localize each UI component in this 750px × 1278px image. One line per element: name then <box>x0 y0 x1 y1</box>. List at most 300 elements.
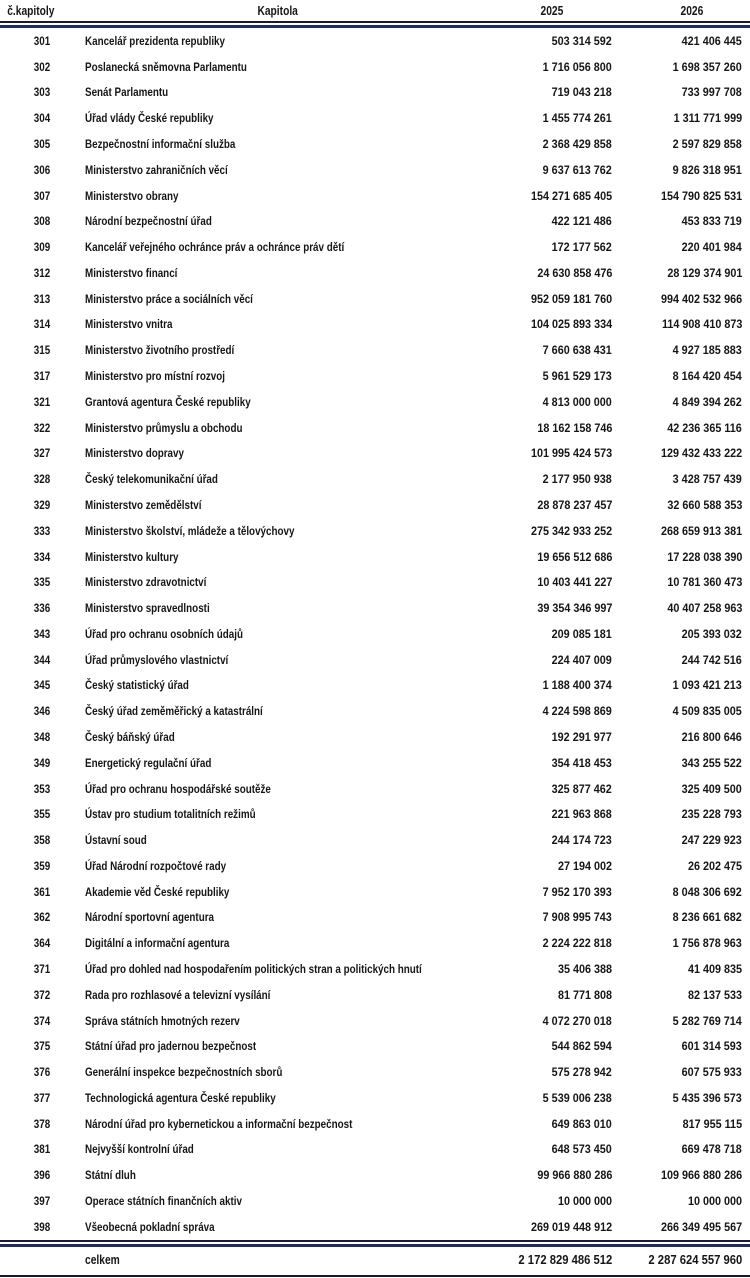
table-row <box>0 1111 750 1137</box>
amount-2026: 129 432 433 222 <box>660 446 742 461</box>
table-row <box>0 157 750 183</box>
chapter-number-cell <box>0 647 85 673</box>
chapter-name: Ústav pro studium totalitních režimů <box>85 807 256 822</box>
amount-2025-cell <box>470 1214 612 1240</box>
amount-2025-cell <box>470 441 612 467</box>
amount-2025: 221 963 868 <box>551 807 612 822</box>
chapter-number: 362 <box>34 910 51 925</box>
chapter-name: Ministerstvo dopravy <box>85 446 184 461</box>
amount-2026-cell <box>612 1137 750 1163</box>
amount-2025: 648 573 450 <box>551 1142 612 1157</box>
chapter-name-cell <box>85 183 470 209</box>
amount-2025-cell <box>470 776 612 802</box>
amount-2025: 4 224 598 869 <box>542 704 612 719</box>
amount-2026-cell <box>612 1008 750 1034</box>
amount-2025: 4 813 000 000 <box>542 394 612 409</box>
table-row <box>0 518 750 544</box>
chapter-number: 313 <box>34 291 51 306</box>
table-row <box>0 1008 750 1034</box>
amount-2025: 7 660 638 431 <box>542 343 612 358</box>
amount-2026-cell <box>612 1033 750 1059</box>
chapter-number-cell <box>0 28 85 54</box>
amount-2025-cell <box>470 363 612 389</box>
chapter-number: 314 <box>34 317 51 332</box>
chapter-name: Úřad pro dohled nad hospodařením politických stran a politických hnutí <box>85 962 422 977</box>
amount-2026: 994 402 532 966 <box>660 291 742 306</box>
amount-2025: 9 637 613 762 <box>542 162 612 177</box>
chapter-number: 349 <box>34 755 51 770</box>
chapter-number-cell <box>0 1188 85 1214</box>
chapter-name: Ministerstvo spravedlnosti <box>85 601 210 616</box>
chapter-name: Ministerstvo obrany <box>85 188 179 203</box>
header-year-2026: 2026 <box>680 3 704 18</box>
chapter-number-cell <box>0 982 85 1008</box>
chapter-name: Digitální a informační agentura <box>85 936 230 951</box>
chapter-name-cell <box>85 673 470 699</box>
chapter-number-cell <box>0 441 85 467</box>
chapter-name: Nejvyšší kontrolní úřad <box>85 1142 194 1157</box>
amount-2026: 244 742 516 <box>681 652 742 667</box>
amount-2026: 266 349 495 567 <box>660 1219 742 1234</box>
table-row <box>0 389 750 415</box>
amount-2025-cell <box>470 286 612 312</box>
chapter-number: 336 <box>34 601 51 616</box>
amount-2026-cell <box>612 621 750 647</box>
table-row <box>0 363 750 389</box>
total-2026: 2 287 624 557 960 <box>648 1253 742 1268</box>
amount-2025-cell <box>470 389 612 415</box>
chapter-number: 348 <box>34 729 51 744</box>
table-row <box>0 724 750 750</box>
chapter-name-cell <box>85 647 470 673</box>
chapter-name-cell <box>85 441 470 467</box>
chapter-number: 374 <box>34 1013 51 1028</box>
amount-2025: 1 455 774 261 <box>542 111 612 126</box>
amount-2025-cell <box>470 28 612 54</box>
chapter-name-cell <box>85 982 470 1008</box>
amount-2026-cell <box>612 982 750 1008</box>
table-row <box>0 750 750 776</box>
amount-2025: 28 878 237 457 <box>536 497 612 512</box>
table-row <box>0 234 750 260</box>
chapter-name-cell <box>85 698 470 724</box>
chapter-name: Kancelář prezidenta republiky <box>85 33 226 48</box>
chapter-name-cell <box>85 337 470 363</box>
amount-2026: 220 401 984 <box>681 240 742 255</box>
chapter-number-cell <box>0 621 85 647</box>
chapter-name: Operace státních finančních aktiv <box>85 1194 242 1209</box>
chapter-name: Národní úřad pro kybernetickou a informační bezpečnost <box>85 1116 353 1131</box>
amount-2025-cell <box>470 905 612 931</box>
table-row <box>0 131 750 157</box>
amount-2025-cell <box>470 1188 612 1214</box>
chapter-name-cell <box>85 312 470 338</box>
chapter-number-cell <box>0 1162 85 1188</box>
amount-2025: 39 354 346 997 <box>536 601 612 616</box>
chapter-name: Ministerstvo zahraničních věcí <box>85 162 228 177</box>
header-separator <box>0 21 750 28</box>
table-row <box>0 776 750 802</box>
amount-2025: 5 961 529 173 <box>542 369 612 384</box>
amount-2026-cell <box>612 105 750 131</box>
chapter-name-cell <box>85 1214 470 1240</box>
chapter-number-cell <box>0 131 85 157</box>
chapter-number: 302 <box>34 59 51 74</box>
amount-2025: 7 952 170 393 <box>542 884 612 899</box>
chapter-number: 398 <box>34 1219 51 1234</box>
chapter-number: 376 <box>34 1065 51 1080</box>
amount-2025: 18 162 158 746 <box>536 420 612 435</box>
amount-2026: 4 927 185 883 <box>672 343 742 358</box>
amount-2026-cell <box>612 595 750 621</box>
chapter-name: Úřad průmyslového vlastnictví <box>85 652 229 667</box>
chapter-number: 343 <box>34 626 51 641</box>
chapter-name-cell <box>85 879 470 905</box>
amount-2025-cell <box>470 337 612 363</box>
table-row <box>0 466 750 492</box>
chapter-name-cell <box>85 1008 470 1034</box>
total-separator-rule <box>0 1240 750 1247</box>
header-chapter-name: Kapitola <box>257 3 298 18</box>
chapter-number-cell <box>0 337 85 363</box>
chapter-name-cell <box>85 1059 470 1085</box>
amount-2025-cell <box>470 1059 612 1085</box>
chapter-number-cell <box>0 956 85 982</box>
amount-2026: 8 164 420 454 <box>672 369 742 384</box>
chapter-name-cell <box>85 544 470 570</box>
amount-2025: 244 174 723 <box>551 833 612 848</box>
amount-2025: 99 966 880 286 <box>536 1168 612 1183</box>
amount-2025: 1 716 056 800 <box>542 59 612 74</box>
amount-2025-cell <box>470 1111 612 1137</box>
amount-2026-cell <box>612 208 750 234</box>
amount-2026-cell <box>612 363 750 389</box>
chapter-number: 321 <box>34 394 51 409</box>
chapter-name: Grantová agentura České republiky <box>85 394 251 409</box>
table-row <box>0 105 750 131</box>
chapter-number-cell <box>0 415 85 441</box>
amount-2026-cell <box>612 466 750 492</box>
chapter-number-cell <box>0 698 85 724</box>
table-row <box>0 260 750 286</box>
chapter-number: 396 <box>34 1168 51 1183</box>
chapter-name-cell <box>85 595 470 621</box>
chapter-name-cell <box>85 234 470 260</box>
amount-2026: 453 833 719 <box>681 214 742 229</box>
chapter-number-cell <box>0 1214 85 1240</box>
chapter-name-cell <box>85 905 470 931</box>
chapter-name: Český úřad zeměměřický a katastrální <box>85 704 263 719</box>
amount-2026-cell <box>612 905 750 931</box>
chapter-name-cell <box>85 415 470 441</box>
chapter-number-cell <box>0 673 85 699</box>
table-header-row <box>0 0 750 21</box>
table-row <box>0 1162 750 1188</box>
amount-2026: 325 409 500 <box>681 781 742 796</box>
amount-2025-cell <box>470 930 612 956</box>
chapter-name-cell <box>85 28 470 54</box>
amount-2025: 325 877 462 <box>551 781 612 796</box>
chapter-number: 371 <box>34 962 51 977</box>
chapter-name: Ministerstvo financí <box>85 265 178 280</box>
chapter-name-cell <box>85 286 470 312</box>
chapter-name-cell <box>85 569 470 595</box>
chapter-name: Ministerstvo kultury <box>85 549 179 564</box>
chapter-number: 322 <box>34 420 51 435</box>
chapter-number-cell <box>0 312 85 338</box>
chapter-name-cell <box>85 518 470 544</box>
amount-2025-cell <box>470 1162 612 1188</box>
table-row <box>0 673 750 699</box>
chapter-name-cell <box>85 208 470 234</box>
amount-2025: 354 418 453 <box>551 755 612 770</box>
amount-2025-cell <box>470 312 612 338</box>
amount-2026: 28 129 374 901 <box>666 265 742 280</box>
amount-2026: 154 790 825 531 <box>660 188 742 203</box>
amount-2025-cell <box>470 621 612 647</box>
amount-2026-cell <box>612 724 750 750</box>
chapter-name-cell <box>85 853 470 879</box>
amount-2025-cell <box>470 492 612 518</box>
amount-2026: 2 597 829 858 <box>672 137 742 152</box>
table-row <box>0 208 750 234</box>
chapter-number: 309 <box>34 240 51 255</box>
total-label: celkem <box>85 1253 120 1268</box>
chapter-number: 364 <box>34 936 51 951</box>
amount-2025-cell <box>470 750 612 776</box>
chapter-name: Český báňský úřad <box>85 729 175 744</box>
chapter-name: Ministerstvo průmyslu a obchodu <box>85 420 243 435</box>
table-row <box>0 415 750 441</box>
amount-2026-cell <box>612 1085 750 1111</box>
amount-2026: 1 311 771 999 <box>673 111 742 126</box>
chapter-number: 307 <box>34 188 51 203</box>
chapter-name: Úřad pro ochranu hospodářské soutěže <box>85 781 271 796</box>
chapter-number: 345 <box>34 678 51 693</box>
amount-2026-cell <box>612 673 750 699</box>
chapter-number: 303 <box>34 85 51 100</box>
amount-2026: 109 966 880 286 <box>660 1168 742 1183</box>
table-row <box>0 1033 750 1059</box>
chapter-name-cell <box>85 801 470 827</box>
amount-2026-cell <box>612 28 750 54</box>
amount-2026-cell <box>612 312 750 338</box>
amount-2025-cell <box>470 234 612 260</box>
chapter-number-cell <box>0 853 85 879</box>
amount-2026-cell <box>612 389 750 415</box>
chapter-number-cell <box>0 1085 85 1111</box>
chapter-number: 397 <box>34 1194 51 1209</box>
amount-2026-cell <box>612 1111 750 1137</box>
amount-2026: 10 781 360 473 <box>666 575 742 590</box>
chapter-name: Český telekomunikační úřad <box>85 472 218 487</box>
amount-2026: 114 908 410 873 <box>661 317 742 332</box>
table-row <box>0 312 750 338</box>
chapter-name: Ministerstvo zemědělství <box>85 497 202 512</box>
amount-2026-cell <box>612 337 750 363</box>
amount-2026: 216 800 646 <box>681 729 742 744</box>
chapter-number-cell <box>0 1008 85 1034</box>
chapter-number-cell <box>0 776 85 802</box>
table-row <box>0 28 750 54</box>
chapter-name-cell <box>85 827 470 853</box>
chapter-number-cell <box>0 157 85 183</box>
chapter-number: 312 <box>34 265 51 280</box>
amount-2025-cell <box>470 1033 612 1059</box>
chapter-number: 381 <box>34 1142 51 1157</box>
amount-2025: 24 630 858 476 <box>536 265 612 280</box>
amount-2026-cell <box>612 54 750 80</box>
table-row <box>0 183 750 209</box>
chapter-number: 327 <box>34 446 51 461</box>
table-row <box>0 1085 750 1111</box>
amount-2026-cell <box>612 956 750 982</box>
chapter-number: 306 <box>34 162 51 177</box>
amount-2025: 10 000 000 <box>557 1194 612 1209</box>
amount-2026: 205 393 032 <box>681 626 742 641</box>
amount-2025: 5 539 006 238 <box>542 1090 612 1105</box>
chapter-name: Ministerstvo vnitra <box>85 317 173 332</box>
amount-2026: 17 228 038 390 <box>666 549 742 564</box>
amount-2025: 192 291 977 <box>551 729 612 744</box>
amount-2026: 733 997 708 <box>681 85 742 100</box>
amount-2025: 209 085 181 <box>551 626 612 641</box>
amount-2025: 4 072 270 018 <box>542 1013 612 1028</box>
chapter-name: Bezpečnostní informační služba <box>85 137 236 152</box>
chapter-number-cell <box>0 1111 85 1137</box>
table-row <box>0 930 750 956</box>
amount-2026: 8 236 661 682 <box>672 910 742 925</box>
chapter-name-cell <box>85 260 470 286</box>
chapter-name: Poslanecká sněmovna Parlamentu <box>85 59 247 74</box>
chapter-number-cell <box>0 466 85 492</box>
amount-2026: 9 826 318 951 <box>672 162 742 177</box>
chapter-number: 305 <box>34 137 51 152</box>
amount-2026-cell <box>612 1188 750 1214</box>
chapter-name-cell <box>85 157 470 183</box>
chapter-number-cell <box>0 1059 85 1085</box>
chapter-number: 359 <box>34 858 51 873</box>
amount-2025-cell <box>470 956 612 982</box>
amount-2026-cell <box>612 518 750 544</box>
amount-2025: 649 863 010 <box>551 1116 612 1131</box>
amount-2026-cell <box>612 492 750 518</box>
chapter-number: 335 <box>34 575 51 590</box>
chapter-number: 361 <box>34 884 51 899</box>
chapter-name-cell <box>85 389 470 415</box>
amount-2026-cell <box>612 879 750 905</box>
total-row <box>0 1247 750 1274</box>
amount-2026-cell <box>612 930 750 956</box>
amount-2026: 10 000 000 <box>687 1194 742 1209</box>
chapter-name: Správa státních hmotných rezerv <box>85 1013 240 1028</box>
amount-2026-cell <box>612 157 750 183</box>
chapter-number-cell <box>0 234 85 260</box>
chapter-name: Ústavní soud <box>85 833 147 848</box>
table-bottom-border <box>0 1274 750 1278</box>
chapter-name: Rada pro rozhlasové a televizní vysílání <box>85 987 271 1002</box>
amount-2026-cell <box>612 1162 750 1188</box>
amount-2025: 719 043 218 <box>551 85 612 100</box>
total-2025: 2 172 829 486 512 <box>518 1253 612 1268</box>
amount-2025: 503 314 592 <box>551 33 612 48</box>
amount-2025: 10 403 441 227 <box>536 575 612 590</box>
chapter-name-cell <box>85 131 470 157</box>
chapter-number-cell <box>0 544 85 570</box>
amount-2025: 422 121 486 <box>551 214 612 229</box>
amount-2025-cell <box>470 80 612 106</box>
table-row <box>0 1137 750 1163</box>
chapter-name: Ministerstvo zdravotnictví <box>85 575 207 590</box>
amount-2025-cell <box>470 827 612 853</box>
amount-2025: 19 656 512 686 <box>536 549 612 564</box>
amount-2026-cell <box>612 1214 750 1240</box>
amount-2025-cell <box>470 157 612 183</box>
chapter-number-cell <box>0 724 85 750</box>
amount-2026-cell <box>612 234 750 260</box>
chapter-name: Senát Parlamentu <box>85 85 169 100</box>
chapter-number: 334 <box>34 549 51 564</box>
chapter-number-cell <box>0 905 85 931</box>
chapter-number-cell <box>0 595 85 621</box>
amount-2025-cell <box>470 183 612 209</box>
amount-2026: 4 849 394 262 <box>672 394 742 409</box>
chapter-name-cell <box>85 1085 470 1111</box>
amount-2025-cell <box>470 647 612 673</box>
chapter-number: 304 <box>34 111 51 126</box>
amount-2026: 601 314 593 <box>681 1039 742 1054</box>
chapter-number-cell <box>0 389 85 415</box>
chapter-number: 333 <box>34 523 51 538</box>
amount-2026: 5 282 769 714 <box>672 1013 742 1028</box>
chapter-number-cell <box>0 930 85 956</box>
table-row <box>0 956 750 982</box>
amount-2025-cell <box>470 105 612 131</box>
chapter-number-cell <box>0 54 85 80</box>
chapter-name-cell <box>85 1188 470 1214</box>
chapter-name-cell <box>85 105 470 131</box>
table-row <box>0 879 750 905</box>
amount-2026-cell <box>612 569 750 595</box>
amount-2025: 1 188 400 374 <box>542 678 612 693</box>
chapter-name: Ministerstvo životního prostředí <box>85 343 235 358</box>
chapter-name: Národní sportovní agentura <box>85 910 215 925</box>
table-row <box>0 569 750 595</box>
amount-2025: 2 368 429 858 <box>542 137 612 152</box>
amount-2025-cell <box>470 466 612 492</box>
amount-2026: 607 575 933 <box>681 1065 742 1080</box>
chapter-number-cell <box>0 80 85 106</box>
amount-2026: 3 428 757 439 <box>672 472 742 487</box>
chapter-number-cell <box>0 1033 85 1059</box>
amount-2025-cell <box>470 569 612 595</box>
amount-2026: 42 236 365 116 <box>667 420 742 435</box>
chapter-name-cell <box>85 930 470 956</box>
amount-2026-cell <box>612 750 750 776</box>
chapter-name: Národní bezpečnostní úřad <box>85 214 212 229</box>
chapter-number: 328 <box>34 472 51 487</box>
chapter-name: Ministerstvo školství, mládeže a tělovýchovy <box>85 523 295 538</box>
amount-2026: 41 409 835 <box>687 962 742 977</box>
amount-2026: 1 698 357 260 <box>672 59 742 74</box>
table-row <box>0 982 750 1008</box>
amount-2026: 32 660 588 353 <box>666 497 742 512</box>
chapter-number: 377 <box>34 1090 51 1105</box>
amount-2025-cell <box>470 54 612 80</box>
chapter-name: Úřad Národní rozpočtové rady <box>85 858 227 873</box>
amount-2026: 26 202 475 <box>687 858 742 873</box>
amount-2026: 268 659 913 381 <box>660 523 742 538</box>
